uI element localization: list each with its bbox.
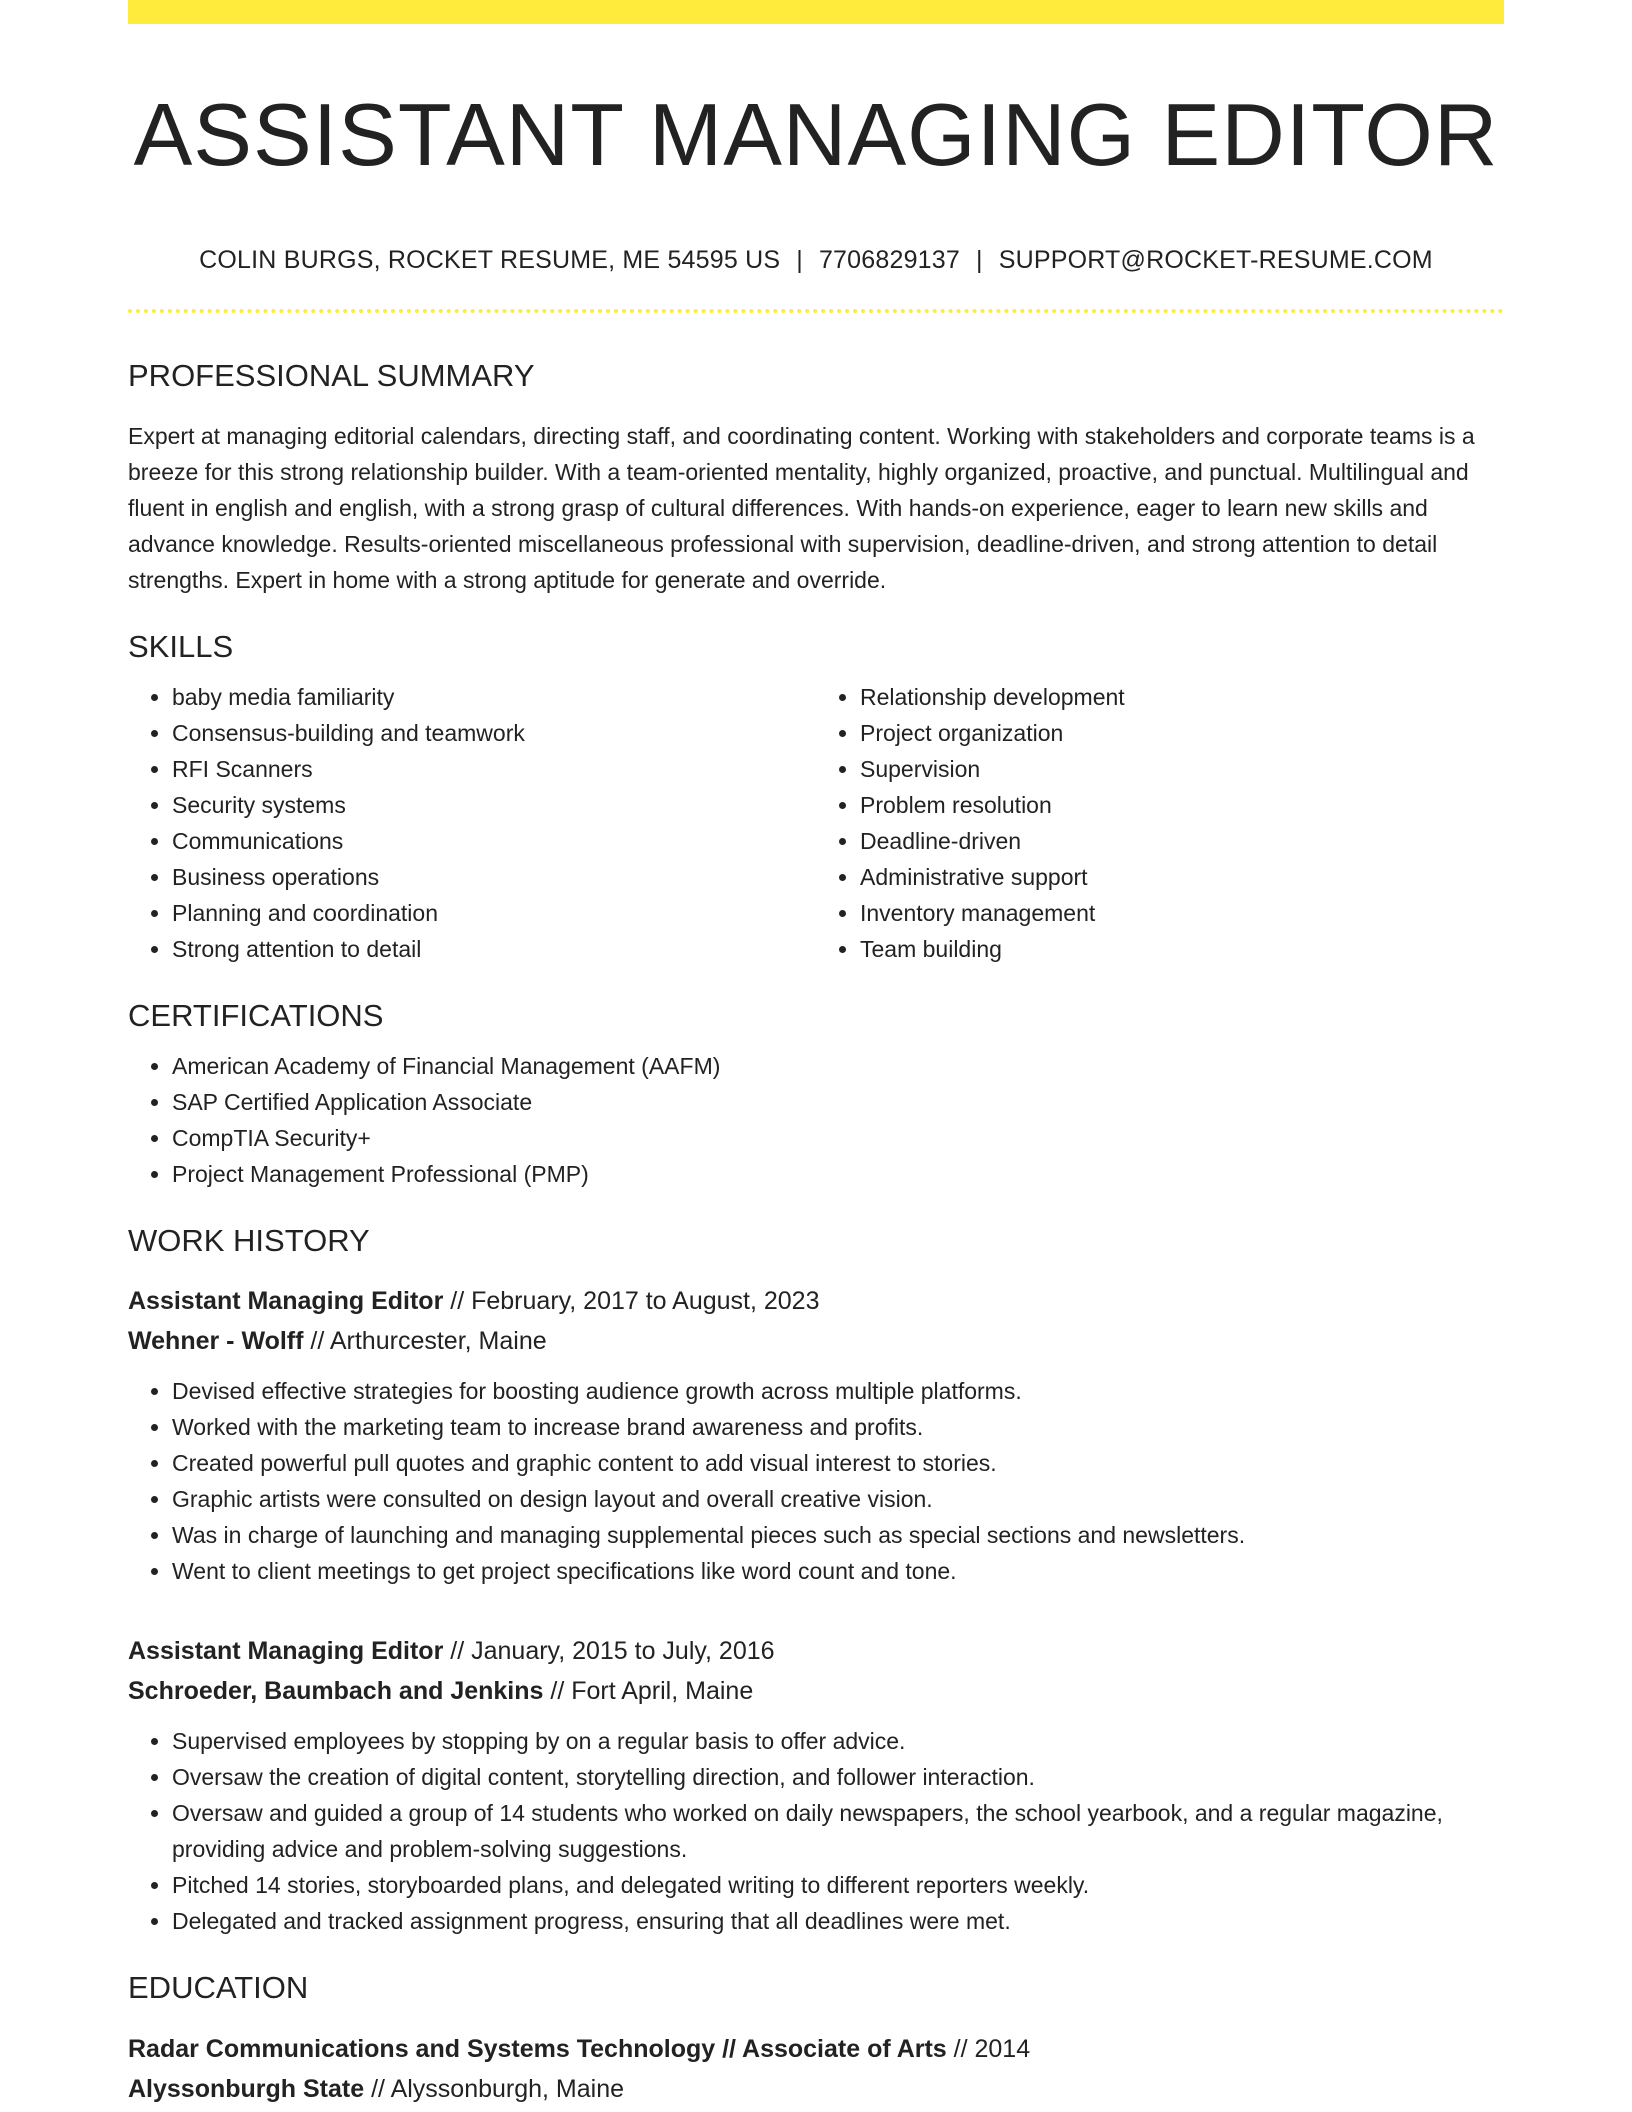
contact-address: COLIN BURGS, ROCKET RESUME, ME 54595 US: [199, 245, 781, 274]
job-bullet: • Worked with the marketing team to increase brand awareness and profits.: [172, 1409, 1504, 1445]
skill-item: • baby media familiarity: [172, 679, 816, 715]
contact-phone: 7706829137: [818, 245, 960, 274]
job-bullet: • Went to client meetings to get project specifications like word count and tone.: [172, 1553, 1504, 1589]
skill-item: • Business operations: [172, 859, 816, 895]
skill-item: • Administrative support: [860, 859, 1504, 895]
skills-list-left: [128, 679, 816, 967]
skill-item: • Inventory management: [860, 895, 1504, 931]
certification-item: • CompTIA Security+: [172, 1120, 1504, 1156]
education-institution-line: [128, 2069, 1504, 2109]
skill-item: • Problem resolution: [860, 787, 1504, 823]
skill-item: • Team building: [860, 931, 1504, 967]
work-history-section: [128, 1222, 1504, 1939]
certifications-list: [128, 1048, 1504, 1192]
summary-text: Expert at managing editorial calendars, directing staff, and coordinating content. Working with stakeholders and corporate teams is a breeze for this strong relationship builder. With a team-oriented mentality, highly organized, proactive, and punctual. Multilingual and fluent in english and english, with a strong grasp of cultural differences. With hands-on experience, eager to learn new skills and advance knowledge. Results-oriented miscellaneous professional with supervision, deadline-driven, and strong attention to detail strengths. Expert in home with a strong aptitude for generate and override.: [128, 422, 1475, 593]
section-heading-education: EDUCATION: [128, 1970, 309, 2006]
job-bullet: • Oversaw and guided a group of 14 students who worked on daily newspapers, the school yearbook, and a regular magazine, providing advice and problem-solving suggestions.: [172, 1795, 1504, 1867]
section-heading-certifications: CERTIFICATIONS: [128, 997, 384, 1033]
job-entry: [128, 1631, 1504, 1939]
resume-page: [128, 0, 1504, 2109]
job-bullet: • Created powerful pull quotes and graphic content to add visual interest to stories.: [172, 1445, 1504, 1481]
section-heading-summary: PROFESSIONAL SUMMARY: [128, 357, 535, 393]
job-bullet: • Devised effective strategies for boosting audience growth across multiple platforms.: [172, 1373, 1504, 1409]
education-degree-line: [128, 2029, 1504, 2069]
skill-item: • Supervision: [860, 751, 1504, 787]
job-title-line: [128, 1631, 1504, 1671]
job-dates: // January, 2015 to July, 2016: [450, 1637, 775, 1666]
education-year: // 2014: [953, 2034, 1031, 2063]
certifications-section: [128, 997, 1504, 1192]
education-location: // Alyssonburgh, Maine: [371, 2074, 625, 2103]
contact-email: SUPPORT@ROCKET-RESUME.COM: [998, 245, 1433, 274]
certification-item: • American Academy of Financial Management (AAFM): [172, 1048, 1504, 1084]
contact-line: [128, 246, 1504, 275]
skill-item: • Consensus-building and teamwork: [172, 715, 816, 751]
skill-item: • Project organization: [860, 715, 1504, 751]
resume-title: ASSISTANT MANAGING EDITOR: [133, 85, 1499, 184]
job-company: Schroeder, Baumbach and Jenkins: [128, 1677, 544, 1706]
job-bullet: • Graphic artists were consulted on design layout and overall creative vision.: [172, 1481, 1504, 1517]
job-company: Wehner - Wolff: [128, 1327, 304, 1356]
contact-separator: |: [796, 245, 803, 274]
education-institution: Alyssonburgh State: [128, 2074, 365, 2103]
section-heading-skills: SKILLS: [128, 628, 234, 664]
job-bullet: • Was in charge of launching and managing supplemental pieces such as special sections and newsletters.: [172, 1517, 1504, 1553]
job-bullet: • Supervised employees by stopping by on a regular basis to offer advice.: [172, 1723, 1504, 1759]
job-bullet: • Pitched 14 stories, storyboarded plans, and delegated writing to different reporters weekly.: [172, 1867, 1504, 1903]
contact-separator: |: [976, 245, 983, 274]
certification-item: • SAP Certified Application Associate: [172, 1084, 1504, 1120]
job-title-line: [128, 1281, 1504, 1321]
job-location: // Fort April, Maine: [550, 1677, 754, 1706]
skill-item: • Strong attention to detail: [172, 931, 816, 967]
skill-item: • Communications: [172, 823, 816, 859]
dotted-divider: [128, 309, 1504, 313]
accent-top-bar: [128, 0, 1504, 24]
job-entry: [128, 1281, 1504, 1589]
job-title: Assistant Managing Editor: [128, 1637, 444, 1666]
skill-item: • Deadline-driven: [860, 823, 1504, 859]
certification-item: • Project Management Professional (PMP): [172, 1156, 1504, 1192]
skills-section: [128, 628, 1504, 967]
job-bullets: [128, 1373, 1504, 1589]
job-title: Assistant Managing Editor: [128, 1287, 444, 1316]
skill-item: • Relationship development: [860, 679, 1504, 715]
job-company-line: [128, 1671, 1504, 1711]
job-bullet: • Oversaw the creation of digital content, storytelling direction, and follower interaction.: [172, 1759, 1504, 1795]
skills-list-right: [816, 679, 1504, 967]
education-entry: [128, 2029, 1504, 2109]
job-company-line: [128, 1321, 1504, 1361]
summary-section: [128, 357, 1504, 598]
job-dates: // February, 2017 to August, 2023: [450, 1287, 820, 1316]
education-school: Radar Communications and Systems Technology // Associate of Arts: [128, 2034, 947, 2063]
education-section: [128, 1969, 1504, 2108]
section-heading-work-history: WORK HISTORY: [128, 1223, 370, 1259]
job-bullets: [128, 1723, 1504, 1939]
job-location: // Arthurcester, Maine: [310, 1327, 547, 1356]
skill-item: • Planning and coordination: [172, 895, 816, 931]
skill-item: • Security systems: [172, 787, 816, 823]
job-bullet: • Delegated and tracked assignment progress, ensuring that all deadlines were met.: [172, 1903, 1504, 1939]
skill-item: • RFI Scanners: [172, 751, 816, 787]
skills-columns: [128, 665, 1504, 967]
